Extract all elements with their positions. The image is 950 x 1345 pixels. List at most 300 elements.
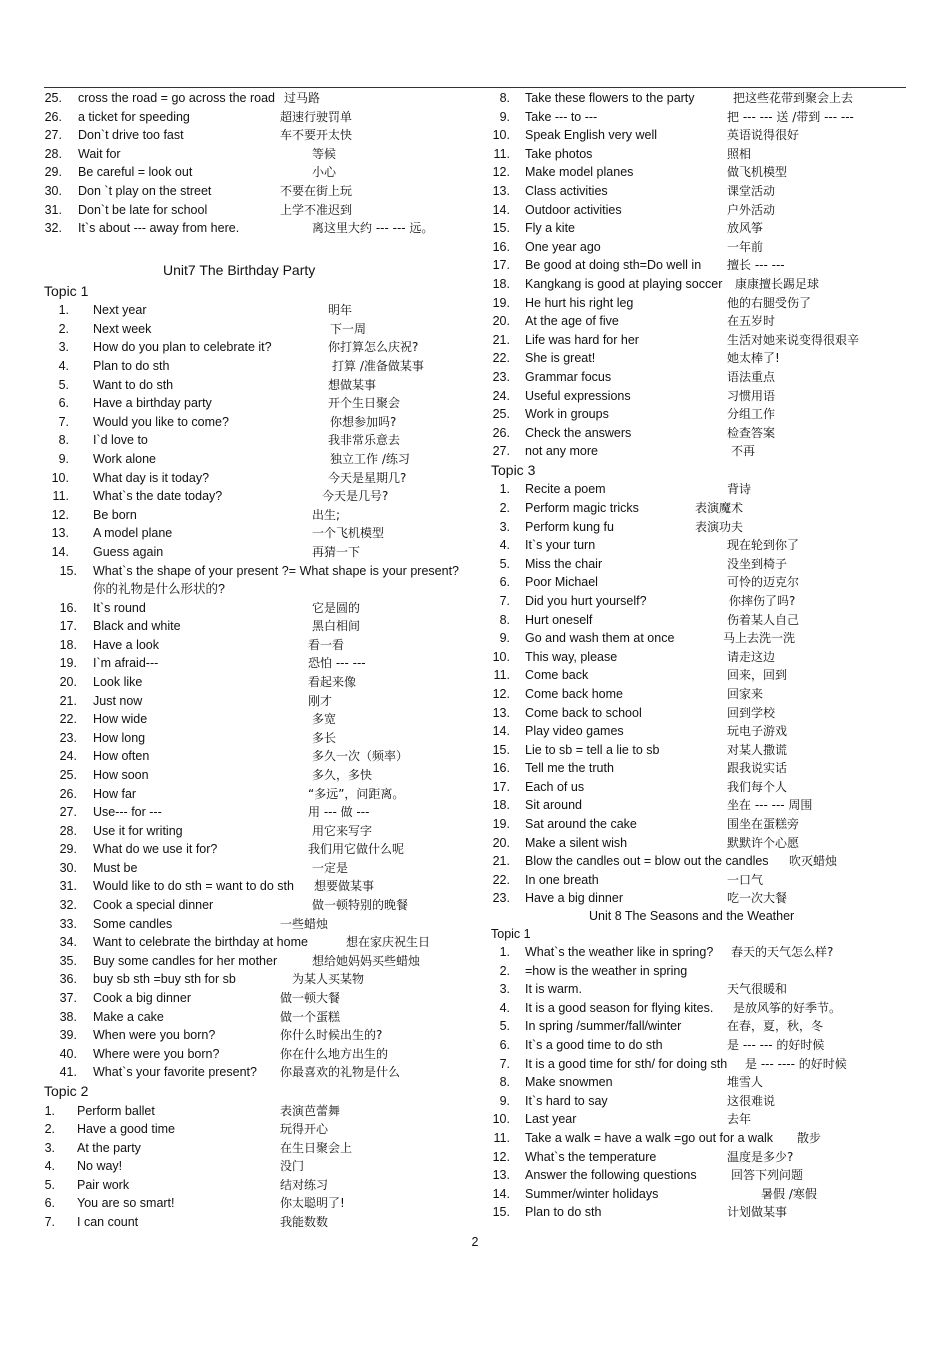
item-english: Come back home: [525, 686, 623, 701]
item-number: 3.: [499, 519, 510, 534]
item-chinese: 不再: [731, 444, 756, 459]
item-number: 14.: [492, 724, 510, 739]
unit8-topic1-label: Topic 1: [491, 926, 531, 941]
list-item: [44, 89, 459, 108]
item-number: 12.: [492, 686, 510, 701]
list-item: [491, 1110, 911, 1129]
item-chinese: 散步: [797, 1130, 822, 1145]
item-number: 13.: [51, 526, 69, 541]
list-item: [44, 636, 459, 655]
item-number: 26.: [59, 786, 77, 801]
list-item: [491, 219, 911, 238]
item-number: 6.: [499, 1038, 510, 1052]
item-english: Lie to sb = tell a lie to sb: [525, 742, 660, 757]
list-item: [44, 970, 459, 989]
item-chinese: 多久，多快: [312, 767, 373, 782]
list-item: [44, 1157, 459, 1176]
list-item: [491, 889, 911, 908]
item-number: 7.: [44, 1215, 55, 1230]
item-english: What do we use it for?: [93, 842, 218, 857]
item-english: Cook a big dinner: [93, 991, 191, 1006]
item-chinese: 康康擅长踢足球: [735, 276, 820, 291]
item-chinese: 我们每个人: [727, 779, 788, 794]
item-chinese: 出生;: [312, 507, 341, 522]
list-item: [491, 1055, 911, 1074]
item-english: Have a big dinner: [525, 891, 623, 906]
item-chinese: 用 --- 做 ---: [308, 805, 370, 820]
list-item: [44, 469, 459, 488]
item-english: Take these flowers to the party: [525, 91, 695, 105]
list-item: [491, 1129, 911, 1148]
item-number: 7.: [499, 593, 510, 608]
item-english: What day is it today?: [93, 470, 210, 485]
item-english: cross the road = go across the road: [78, 91, 275, 105]
item-number: 6.: [44, 1196, 55, 1211]
item-number: 8.: [58, 433, 69, 448]
item-number: 37.: [59, 991, 77, 1006]
unit7-topic3-list: [491, 480, 911, 908]
item-english: Summer/winter holidays: [525, 1186, 659, 1201]
item-chinese: 请走这边: [727, 649, 776, 664]
item-english: It is a good season for flying kites.: [525, 1000, 714, 1015]
item-chinese: 离这里大约 --- --- 远。: [312, 221, 434, 236]
item-chinese: 开个生日聚会: [328, 396, 401, 411]
item-number: 28.: [59, 823, 77, 838]
item-chinese: 想给她妈妈买些蜡烛: [312, 953, 421, 968]
item-chinese: 我们用它做什么呢: [308, 842, 405, 857]
item-number: 31.: [44, 202, 62, 217]
item-number: 16.: [492, 761, 510, 776]
list-item: [44, 338, 459, 357]
item-number: 5.: [44, 1177, 55, 1192]
item-english: Fly a kite: [525, 221, 576, 236]
item-english: What`s the date today?: [93, 489, 223, 504]
list-item: [44, 710, 459, 729]
item-number: 25.: [59, 767, 77, 782]
item-english: Next week: [93, 321, 152, 336]
item-chinese: 一些蜡烛: [280, 916, 329, 931]
list-item: [491, 796, 911, 815]
item-chinese: 用它来写字: [312, 823, 373, 838]
item-number: 9.: [499, 1093, 510, 1108]
item-chinese: 伤着某人自己: [727, 612, 800, 627]
list-item: [44, 859, 459, 878]
item-english: Class activities: [525, 183, 608, 198]
item-number: 35.: [59, 953, 77, 968]
list-item: [44, 654, 459, 673]
item-chinese: 语法重点: [727, 369, 776, 384]
list-item: [44, 108, 459, 127]
item-chinese: 吹灭蜡烛: [789, 854, 838, 869]
top-rule: [44, 87, 906, 88]
item-number: 34.: [59, 935, 77, 950]
item-chinese: 户外活动: [727, 202, 776, 217]
item-english: How soon: [93, 767, 149, 782]
item-english: How do you plan to celebrate it?: [93, 340, 272, 355]
item-english: not any more: [525, 444, 598, 459]
unit7-topic2-list-continued: [491, 89, 911, 461]
item-number: 9.: [58, 452, 69, 466]
item-english: Where were you born?: [93, 1046, 220, 1061]
item-chinese: 去年: [727, 1112, 752, 1127]
item-english: Just now: [93, 693, 143, 708]
item-number: 7.: [499, 1056, 510, 1071]
item-number: 13.: [492, 1168, 510, 1183]
left-column: [44, 89, 459, 1232]
item-english: Guess again: [93, 544, 164, 559]
item-number: 3.: [58, 340, 69, 355]
list-item: [44, 219, 459, 238]
item-english: It`s hard to say: [525, 1093, 608, 1108]
item-english: What`s the weather like in spring?: [525, 945, 714, 960]
item-english: Have a good time: [77, 1122, 175, 1137]
item-english: =how is the weather in spring: [525, 963, 688, 978]
list-item: [491, 555, 911, 574]
item-number: 2.: [58, 321, 69, 336]
list-item: [44, 320, 459, 339]
item-number: 17.: [492, 258, 510, 273]
item-number: 10.: [51, 470, 69, 485]
list-item: [44, 933, 459, 952]
item-chinese: 暑假 /寒假: [761, 1186, 817, 1201]
item-chinese: 表演芭蕾舞: [280, 1103, 341, 1118]
item-english: Must be: [93, 860, 138, 875]
item-english: It`s round: [93, 600, 146, 615]
list-item: [491, 741, 911, 760]
item-english: Take photos: [525, 146, 593, 161]
item-english: Come back: [525, 668, 589, 683]
item-chinese: 一年前: [727, 239, 764, 254]
list-item: [44, 840, 459, 859]
item-number: 10.: [492, 128, 510, 143]
list-item: [491, 648, 911, 667]
item-number: 15.: [492, 742, 510, 757]
item-number: 4.: [58, 359, 69, 374]
item-english: How often: [93, 749, 150, 764]
list-item: [491, 834, 911, 853]
list-item: [491, 815, 911, 834]
item-number: 15.: [492, 221, 510, 236]
item-number: 16.: [492, 239, 510, 254]
item-english: Plan to do sth: [93, 359, 170, 374]
unit8-topic1-list: [491, 943, 911, 1222]
item-english: Look like: [93, 674, 143, 689]
item-english: At the age of five: [525, 314, 619, 329]
item-english: How wide: [93, 712, 148, 727]
item-chinese: 想在家庆祝生日: [346, 935, 431, 950]
item-chinese: 他的右腿受伤了: [727, 295, 812, 310]
item-number: 3.: [44, 1140, 55, 1155]
item-chinese: 多宽: [312, 712, 337, 727]
item-chinese: 对某人撒谎: [727, 742, 788, 757]
item-chinese: 明年: [328, 303, 353, 318]
item-number: 11.: [52, 489, 69, 504]
list-item: [44, 989, 459, 1008]
item-english: Make a silent wish: [525, 835, 628, 850]
item-number: 29.: [59, 842, 77, 857]
item-english: Outdoor activities: [525, 202, 622, 217]
item-number: 17.: [59, 619, 77, 634]
item-chinese: 玩电子游戏: [727, 724, 788, 739]
item-english: a ticket for speeding: [78, 109, 190, 124]
item-chinese: 不要在街上玩: [280, 183, 353, 198]
list-item: [44, 1120, 459, 1139]
item-english: Would you like to come?: [93, 414, 229, 429]
item-chinese: 是放风筝的好季节。: [733, 1000, 842, 1015]
list-item: [491, 256, 911, 275]
list-item: [491, 442, 911, 461]
item-number: 6.: [58, 396, 69, 411]
item-number: 9.: [499, 631, 510, 646]
item-english: Black and white: [93, 619, 181, 634]
item-chinese: 多长: [312, 730, 337, 745]
list-item: [491, 778, 911, 797]
item-english: Buy some candles for her mother: [93, 953, 278, 968]
list-item: [491, 1203, 911, 1222]
unit7-topic2-list: [44, 1102, 459, 1232]
item-number: 9.: [499, 109, 510, 124]
item-number: 28.: [44, 146, 62, 161]
item-number: 3.: [499, 982, 510, 997]
item-number: 1.: [44, 1103, 55, 1118]
item-english: Useful expressions: [525, 388, 631, 403]
list-item: [491, 89, 911, 108]
item-chinese: 把这些花带到聚会上去: [733, 91, 854, 105]
item-english: When were you born?: [93, 1028, 216, 1043]
item-chinese: “多远”，问距离。: [308, 786, 405, 801]
list-item: [44, 1194, 459, 1213]
item-english: A model plane: [93, 526, 173, 541]
item-number: 5.: [499, 556, 510, 571]
item-chinese: 背诗: [727, 482, 752, 497]
item-english: What`s your favorite present?: [93, 1065, 257, 1080]
item-english: Last year: [525, 1112, 577, 1127]
item-english: Go and wash them at once: [525, 631, 675, 646]
unit7-title: Unit7 The Birthday Party: [163, 261, 316, 278]
item-number: 39.: [59, 1028, 77, 1043]
item-number: 2.: [499, 963, 510, 978]
item-chinese: 在五岁时: [727, 314, 776, 329]
list-item: [44, 413, 459, 432]
list-item: [491, 312, 911, 331]
item-english: Perform magic tricks: [525, 500, 639, 515]
item-number: 4.: [499, 1000, 510, 1015]
item-english: Answer the following questions: [525, 1168, 697, 1183]
list-item: [491, 238, 911, 257]
item-number: 5.: [499, 1019, 510, 1034]
item-number: 14.: [492, 202, 510, 217]
item-english: He hurt his right leg: [525, 295, 634, 310]
item-number: 18.: [492, 798, 510, 813]
item-english: Come back to school: [525, 705, 642, 720]
item-number: 23.: [59, 730, 77, 745]
item-english: Check the answers: [525, 425, 632, 440]
list-item: [44, 1008, 459, 1027]
item-number: 5.: [58, 377, 69, 392]
list-item: [44, 803, 459, 822]
item-english: This way, please: [525, 649, 618, 664]
list-item: [44, 145, 459, 164]
item-chinese: 刚才: [308, 693, 333, 708]
item-number: 14.: [492, 1186, 510, 1201]
list-item: [491, 331, 911, 350]
item-chinese: 温度是多少?: [727, 1149, 794, 1164]
item-english: Plan to do sth: [525, 1205, 602, 1220]
item-english: Did you hurt yourself?: [525, 593, 647, 608]
item-number: 26.: [492, 425, 510, 440]
item-number: 30.: [44, 183, 62, 198]
item-english: Be born: [93, 507, 137, 522]
item-number: 33.: [59, 916, 77, 931]
item-chinese: 你想参加吗?: [330, 414, 397, 429]
list-item: [491, 722, 911, 741]
item-number: 11.: [493, 1130, 510, 1145]
unit7-topic2-label: Topic 2: [44, 1083, 89, 1099]
item-number: 21.: [59, 693, 77, 708]
item-english: Use it for writing: [93, 823, 183, 838]
item-number: 24.: [59, 749, 77, 764]
list-item: [44, 163, 459, 182]
item-number: 14.: [51, 544, 69, 559]
item-number: 18.: [492, 276, 510, 291]
item-chinese: 堆雪人: [727, 1075, 764, 1090]
list-item: [491, 387, 911, 406]
list-item: [491, 275, 911, 294]
item-number: 16.: [59, 600, 77, 615]
list-item: [491, 1017, 911, 1036]
list-item: [44, 729, 459, 748]
item-english: Tell me the truth: [525, 761, 614, 776]
item-number: 13.: [492, 183, 510, 198]
item-chinese: 她太棒了!: [727, 351, 780, 366]
list-item: [44, 766, 459, 785]
item-number: 4.: [499, 538, 510, 553]
list-item: [44, 896, 459, 915]
item-chinese: 课堂活动: [727, 183, 776, 198]
item-english: Have a look: [93, 637, 160, 652]
item-number: 11.: [493, 668, 510, 683]
list-item: [491, 499, 911, 518]
item-chinese: 默默许个心愿: [727, 835, 800, 850]
list-item: [491, 852, 911, 871]
item-english: I`m afraid---: [93, 656, 159, 671]
item-chinese: 今天是几号?: [322, 489, 389, 504]
item-chinese: 你在什么地方出生的: [280, 1046, 389, 1061]
item-chinese: 独立工作 /练习: [330, 452, 410, 466]
item-number: 22.: [492, 872, 510, 887]
item-chinese: 你摔伤了吗?: [729, 593, 796, 608]
item-chinese: 结对练习: [280, 1177, 329, 1192]
item-chinese: 擅长 --- ---: [727, 258, 785, 273]
item-chinese: 你最喜欢的礼物是什么: [280, 1065, 401, 1080]
list-item: [491, 1073, 911, 1092]
list-item: [44, 1176, 459, 1195]
item-chinese: 检查答案: [727, 425, 776, 440]
item-english: It`s a good time to do sth: [525, 1038, 663, 1052]
item-chinese: 可怜的迈克尔: [727, 575, 800, 590]
list-item: [491, 368, 911, 387]
item-chinese: 我能数数: [280, 1215, 329, 1230]
item-chinese: 是 --- ---- 的好时候: [745, 1056, 847, 1071]
item-english: Next year: [93, 303, 147, 318]
list-item: [44, 692, 459, 711]
list-item: [44, 877, 459, 896]
item-chinese: 习惯用语: [727, 388, 776, 403]
item-chinese: 做一顿大餐: [280, 991, 341, 1006]
item-chinese: 回到学校: [727, 705, 776, 720]
list-item: [491, 592, 911, 611]
item-chinese: 放风筝: [727, 221, 764, 236]
item-number: 27.: [59, 805, 77, 820]
item-chinese: 表演魔术: [695, 500, 744, 515]
item-english: Work in groups: [525, 407, 609, 422]
item-number: 22.: [492, 351, 510, 366]
item-english: At the party: [77, 1140, 141, 1155]
item-chinese: 你打算怎么庆祝?: [328, 340, 419, 355]
item-number: 26.: [44, 109, 62, 124]
item-number: 2.: [44, 1122, 55, 1137]
item-chinese: 打算 /准备做某事: [332, 359, 424, 374]
item-english: Speak English very well: [525, 128, 658, 143]
item-english: Be good at doing sth=Do well in: [525, 258, 702, 273]
item-chinese: 是 --- --- 的好时候: [727, 1038, 825, 1052]
item-english: In spring /summer/fall/winter: [525, 1019, 682, 1034]
list-item: [44, 126, 459, 145]
item-english: buy sb sth =buy sth for sb: [93, 972, 236, 987]
list-item: [44, 1063, 459, 1082]
item-english: Each of us: [525, 779, 585, 794]
list-item: [44, 543, 459, 562]
list-item: [491, 145, 911, 164]
list-item: [44, 915, 459, 934]
item-chinese: 没坐到椅子: [727, 556, 788, 571]
item-chinese: 小心: [312, 165, 337, 180]
list-item: [491, 1036, 911, 1055]
list-item: [44, 673, 459, 692]
list-item: [44, 747, 459, 766]
item-chinese: 想要做某事: [314, 879, 375, 894]
item-number: 41.: [59, 1065, 77, 1080]
item-number: 23.: [492, 369, 510, 384]
list-item: [491, 943, 911, 962]
item-english: Some candles: [93, 916, 173, 931]
item-number: 19.: [492, 817, 510, 832]
item-chinese: 在生日聚会上: [280, 1140, 353, 1155]
item-chinese: 超速行驶罚单: [280, 109, 353, 124]
list-item: [491, 201, 911, 220]
item-chinese: 多久一次（频率）: [312, 749, 409, 764]
list-item: [44, 506, 459, 525]
item-chinese: 你太聪明了!: [280, 1196, 345, 1211]
item-number: 19.: [59, 656, 77, 671]
item-english: Make snowmen: [525, 1075, 613, 1090]
list-item: [491, 666, 911, 685]
item-number: 30.: [59, 860, 77, 875]
item-chinese: 再猜一下: [312, 544, 361, 559]
list-item: [44, 182, 459, 201]
item-number: 27.: [44, 128, 62, 143]
item-chinese: 回来，回到: [727, 668, 788, 683]
list-item: [491, 999, 911, 1018]
item-number: 20.: [492, 835, 510, 850]
item-number: 40.: [59, 1046, 77, 1061]
item-chinese: 车不要开太快: [280, 128, 353, 143]
item-chinese: 为某人买某物: [292, 972, 365, 987]
list-item: [491, 1185, 911, 1204]
item-number: 1.: [499, 945, 510, 960]
list-item: [44, 431, 459, 450]
item-english: No way!: [77, 1159, 123, 1174]
